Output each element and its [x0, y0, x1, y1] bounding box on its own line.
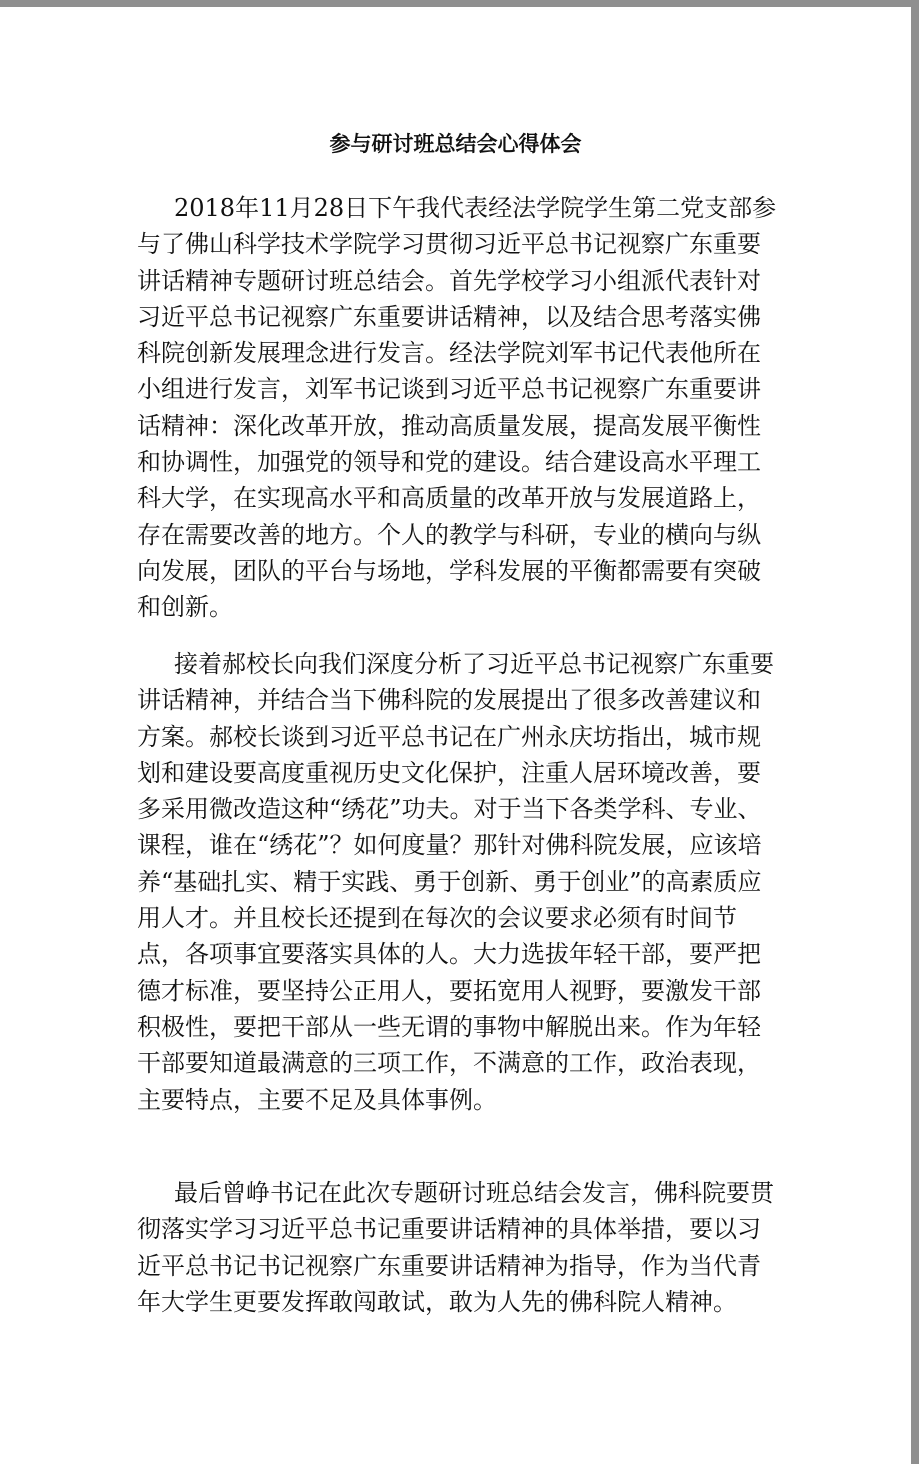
paragraph-3: 最后曾峥书记在此次专题研讨班总结会发言，佛科院要贯彻落实学习习近平总书记重要讲话精神的具体举措，要以习近平总书记书记视察广东重要讲话精神为指导，作为当代青年大学生更要发挥敢闯敢试，敢为人先的佛科院人精神。	[137, 1179, 774, 1316]
paragraph-2: 接着郝校长向我们深度分析了习近平总书记视察广东重要讲话精神，并结合当下佛科院的发展提出了很多改善建议和方案。郝校长谈到习近平总书记在广州永庆坊指出，城市规划和建设要高度重视历史文化保护，注重人居环境改善，要多采用微改造这种“绣花”功夫。对于当下各类学科、专业、课程，谁在“绣花”？如何度量？那针对佛科院发展，应该培养“基础扎实、精于实践、勇于创新、勇于创业”的高素质应用人才。并且校长还提到在每次的会议要求必须有时间节点，各项事宜要落实具体的人。大力选拔年轻干部，要严把德才标准，要坚持公正用人，要拓宽用人视野，要激发干部积极性，要把干部从一些无谓的事物中解脱出来。作为年轻干部要知道最满意的三项工作，不满意的工作，政治表现，主要特点，主要不足及具体事例。	[137, 650, 774, 1114]
document-page	[0, 7, 911, 1464]
paragraph-1: 2018年11月28日下午我代表经法学院学生第二党支部参与了佛山科学技术学院学习贯彻习近平总书记视察广东重要讲话精神专题研讨班总结会。首先学校学习小组派代表针对习近平总书记视察广东重要讲话精神，以及结合思考落实佛科院创新发展理念进行发言。经法学院刘军书记代表他所在小组进行发言，刘军书记谈到习近平总书记视察广东重要讲话精神：深化改革开放，推动高质量发展，提高发展平衡性和协调性，加强党的领导和党的建设。结合建设高水平理工科大学，在实现高水平和高质量的改革开放与发展道路上，存在需要改善的地方。个人的教学与科研，专业的横向与纵向发展，团队的平台与场地，学科发展的平衡都需要有突破和创新。	[137, 194, 777, 622]
document-title: 参与研讨班总结会心得体会	[329, 132, 582, 156]
